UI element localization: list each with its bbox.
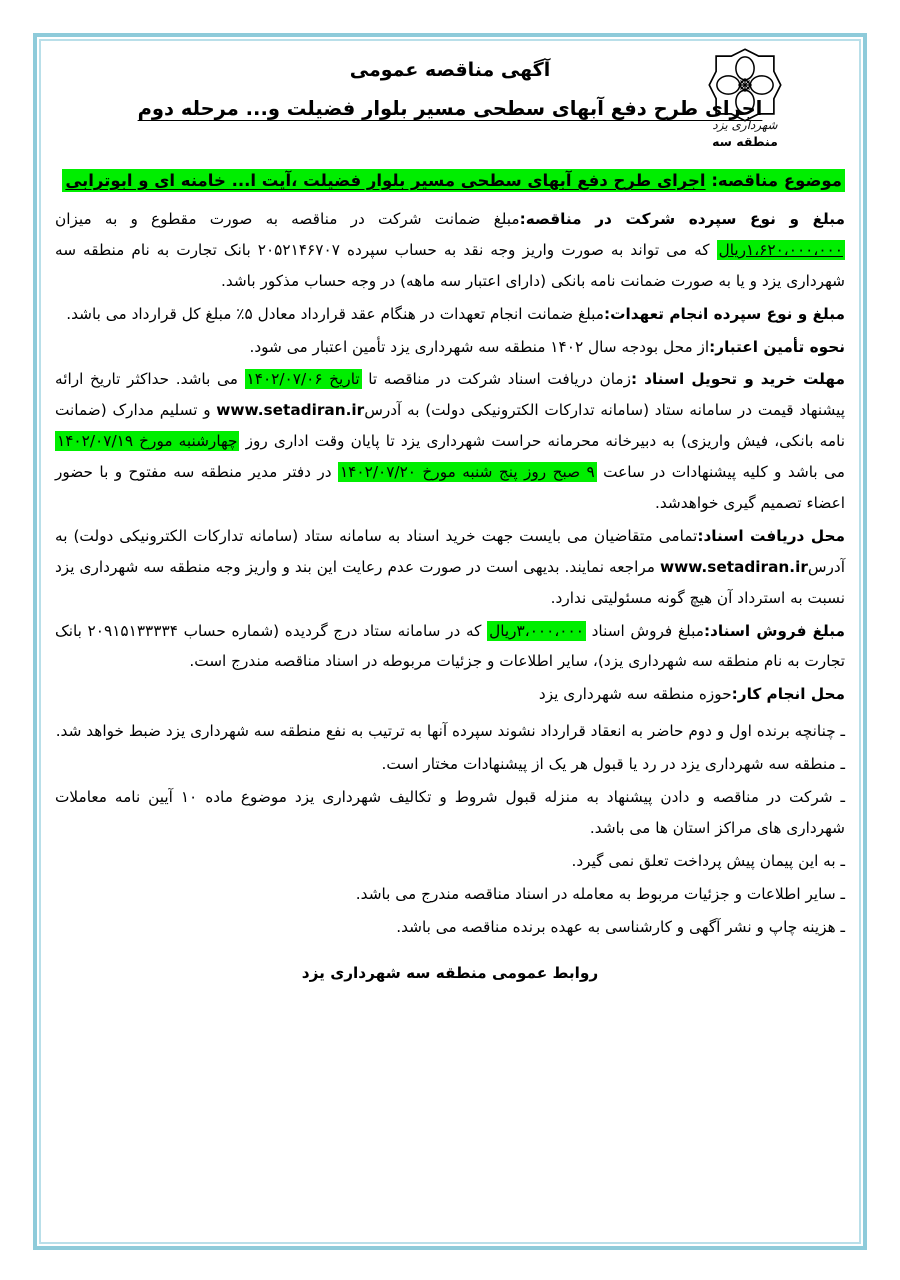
section-performance-text: مبلغ ضمانت انجام تعهدات در هنگام عقد قرارداد معادل ۵٪ مبلغ کل قرارداد می باشد. [66,304,604,323]
tender-subject-highlight [62,169,845,192]
section-sale-price-label: مبلغ فروش اسناد: [703,621,846,640]
section-deposit-text-2: که می تواند به صورت واریز وجه نقد به حساب سپرده [339,240,717,259]
list-item: ـ به این پیمان پیش پرداخت تعلق نمی گیرد. [571,851,845,870]
section-deadline-label: مهلت خرید و تحویل اسناد : [630,370,845,389]
section-deadline-buy-date: تاریخ ۱۴۰۲/۰۷/۰۶ [246,370,360,389]
section-performance-label: مبلغ و نوع سپرده انجام تعهدات: [603,304,845,323]
section-deadline-text-1: زمان دریافت اسناد شرکت در مناقصه تا [361,370,631,389]
section-work-place-label: محل انجام کار: [731,685,845,704]
section-deposit-text-1: مبلغ ضمانت شرکت در مناقصه به صورت مقطوع و به میزان [55,210,520,228]
tender-subject [55,171,845,190]
section-sale-price-text-2: که در سامانه ستاد درج گردیده (شماره حساب [177,621,488,640]
logo-script-text: شهرداری یزد [712,118,778,132]
section-sale-price [55,616,845,678]
section-deadline-text-4: می باشد و کلیه پیشنهادات در ساعت [596,463,845,482]
section-deposit-text-3: بانک تجارت به نام منطقه سه شهرداری یزد و یا به صورت ضمانت نامه بانکی (دارای اعتبار سه ماهه) در وجه حساب مذکور باشد. [55,240,845,290]
page-subtitle: اجرای طرح دفع آبهای سطحی مسیر بلوار فضیلت و... مرحله دوم [137,97,763,120]
section-deadline-open-time: ۹ صبح روز پنج شنبه مورخ ۱۴۰۲/۰۷/۲۰ [339,463,595,482]
list-item: ـ سایر اطلاعات و جزئیات مربوط به معامله در اسناد مناقصه مندرج می باشد. [355,884,845,903]
list-item: ـ هزینه چاپ و نشر آگهی و کارشناسی به عهده برنده مناقصه می باشد. [396,917,845,936]
section-funding-label: نحوه تأمین اعتبار: [709,337,845,356]
conditions-list [55,716,845,942]
section-receipt-place-text-1: تمامی متقاضیان می بایست جهت خرید اسناد به سامانه ستاد (سامانه تدارکات الکترونیکی دولت) به آدرس [55,526,845,576]
document-body [55,204,845,989]
logo-subtitle: منطقه سه [712,134,778,150]
yazd-emblem-icon [707,47,783,123]
section-deposit [55,204,845,297]
document-signature: روابط عمومی منطقه سه شهرداری یزد [301,964,599,983]
section-funding-text: از محل بودجه سال ۱۴۰۲ منطقه سه شهرداری یزد تأمین اعتبار می شود. [249,337,710,356]
page-title: آگهی مناقصه عمومی [349,59,551,81]
tender-subject-value: اجرای طرح دفع آبهای سطحی مسیر بلوار فضیلت ،آیت ا... خامنه ای و ابوترابی [65,171,706,190]
section-deposit-account: ۲۰۵۲۱۴۶۷۰۷ [257,240,340,259]
setad-url-receipt[interactable]: www.setadiran.ir [659,557,808,576]
list-item: ـ شرکت در مناقصه و دادن پیشنهاد به منزله قبول شروط و تکالیف شهرداری یزد موضوع ماده ۱۰ آیین نامه معاملات شهرداری های مراکز استان ها می باشد. [55,788,846,837]
setad-url-deadline[interactable]: www.setadiran.ir [216,401,365,420]
municipality-logo [697,47,793,149]
list-item: ـ منطقه سه شهرداری یزد در رد یا قبول هر یک از پیشنهادات مختار است. [381,755,845,774]
section-work-place [55,679,845,710]
section-sale-price-account: ۲۰۹۱۵۱۳۳۳۳۴ [87,621,178,640]
section-sale-price-text-3: بانک تجارت به نام منطقه سه شهرداری یزد)، سایر اطلاعات و جزئیات مربوطه در اسناد مناقصه مندرج است. [55,621,845,671]
section-receipt-place [55,521,845,614]
section-deadline [55,364,845,518]
section-receipt-place-label: محل دریافت اسناد: [697,526,846,545]
section-sale-price-amount: ۳،۰۰۰،۰۰۰ریال [489,621,584,640]
section-sale-price-text-1: مبلغ فروش اسناد [585,621,704,640]
document-header [55,45,845,165]
list-item: ـ چنانچه برنده اول و دوم حاضر به انعقاد قرارداد نشوند سپرده آنها به ترتیب به نفع منطقه سه شهرداری یزد ضبط خواهد شد. [55,722,845,741]
section-deadline-text-2: می باشد. حداکثر تاریخ ارائه پیشنهاد قیمت در سامانه ستاد (سامانه تدارکات الکترونیکی دولت) به آدرس [55,370,845,420]
section-deposit-label: مبلغ و نوع سپرده شرکت در مناقصه: [519,210,845,228]
section-deadline-deliver-date: چهارشنبه مورخ ۱۴۰۲/۰۷/۱۹ [57,432,238,451]
document-content [55,45,845,1235]
section-deadline-text-3: و تسلیم مدارک (ضمانت نامه بانکی، فیش واریزی) به دبیرخانه محرمانه حراست شهرداری یزد تا پایان وقت اداری روز [55,401,845,451]
tender-subject-label: موضوع مناقصه: [711,171,842,190]
section-work-place-text: حوزه منطقه سه شهرداری یزد [538,685,732,704]
section-deposit-amount: ۱،۶۲۰،۰۰۰،۰۰۰ریال [718,240,843,259]
section-receipt-place-text-2: مراجعه نمایند. بدیهی است در صورت عدم رعایت این بند و واریز وجه منطقه سه شهرداری یزد نسبت به استرداد آن هیچ گونه مسئولیتی ندارد. [55,557,845,607]
section-deadline-text-5: در دفتر مدیر منطقه سه مفتوح و با حضور اعضاء تصمیم گیری خواهدشد. [55,463,845,513]
section-performance [55,299,845,330]
section-funding [55,332,845,363]
